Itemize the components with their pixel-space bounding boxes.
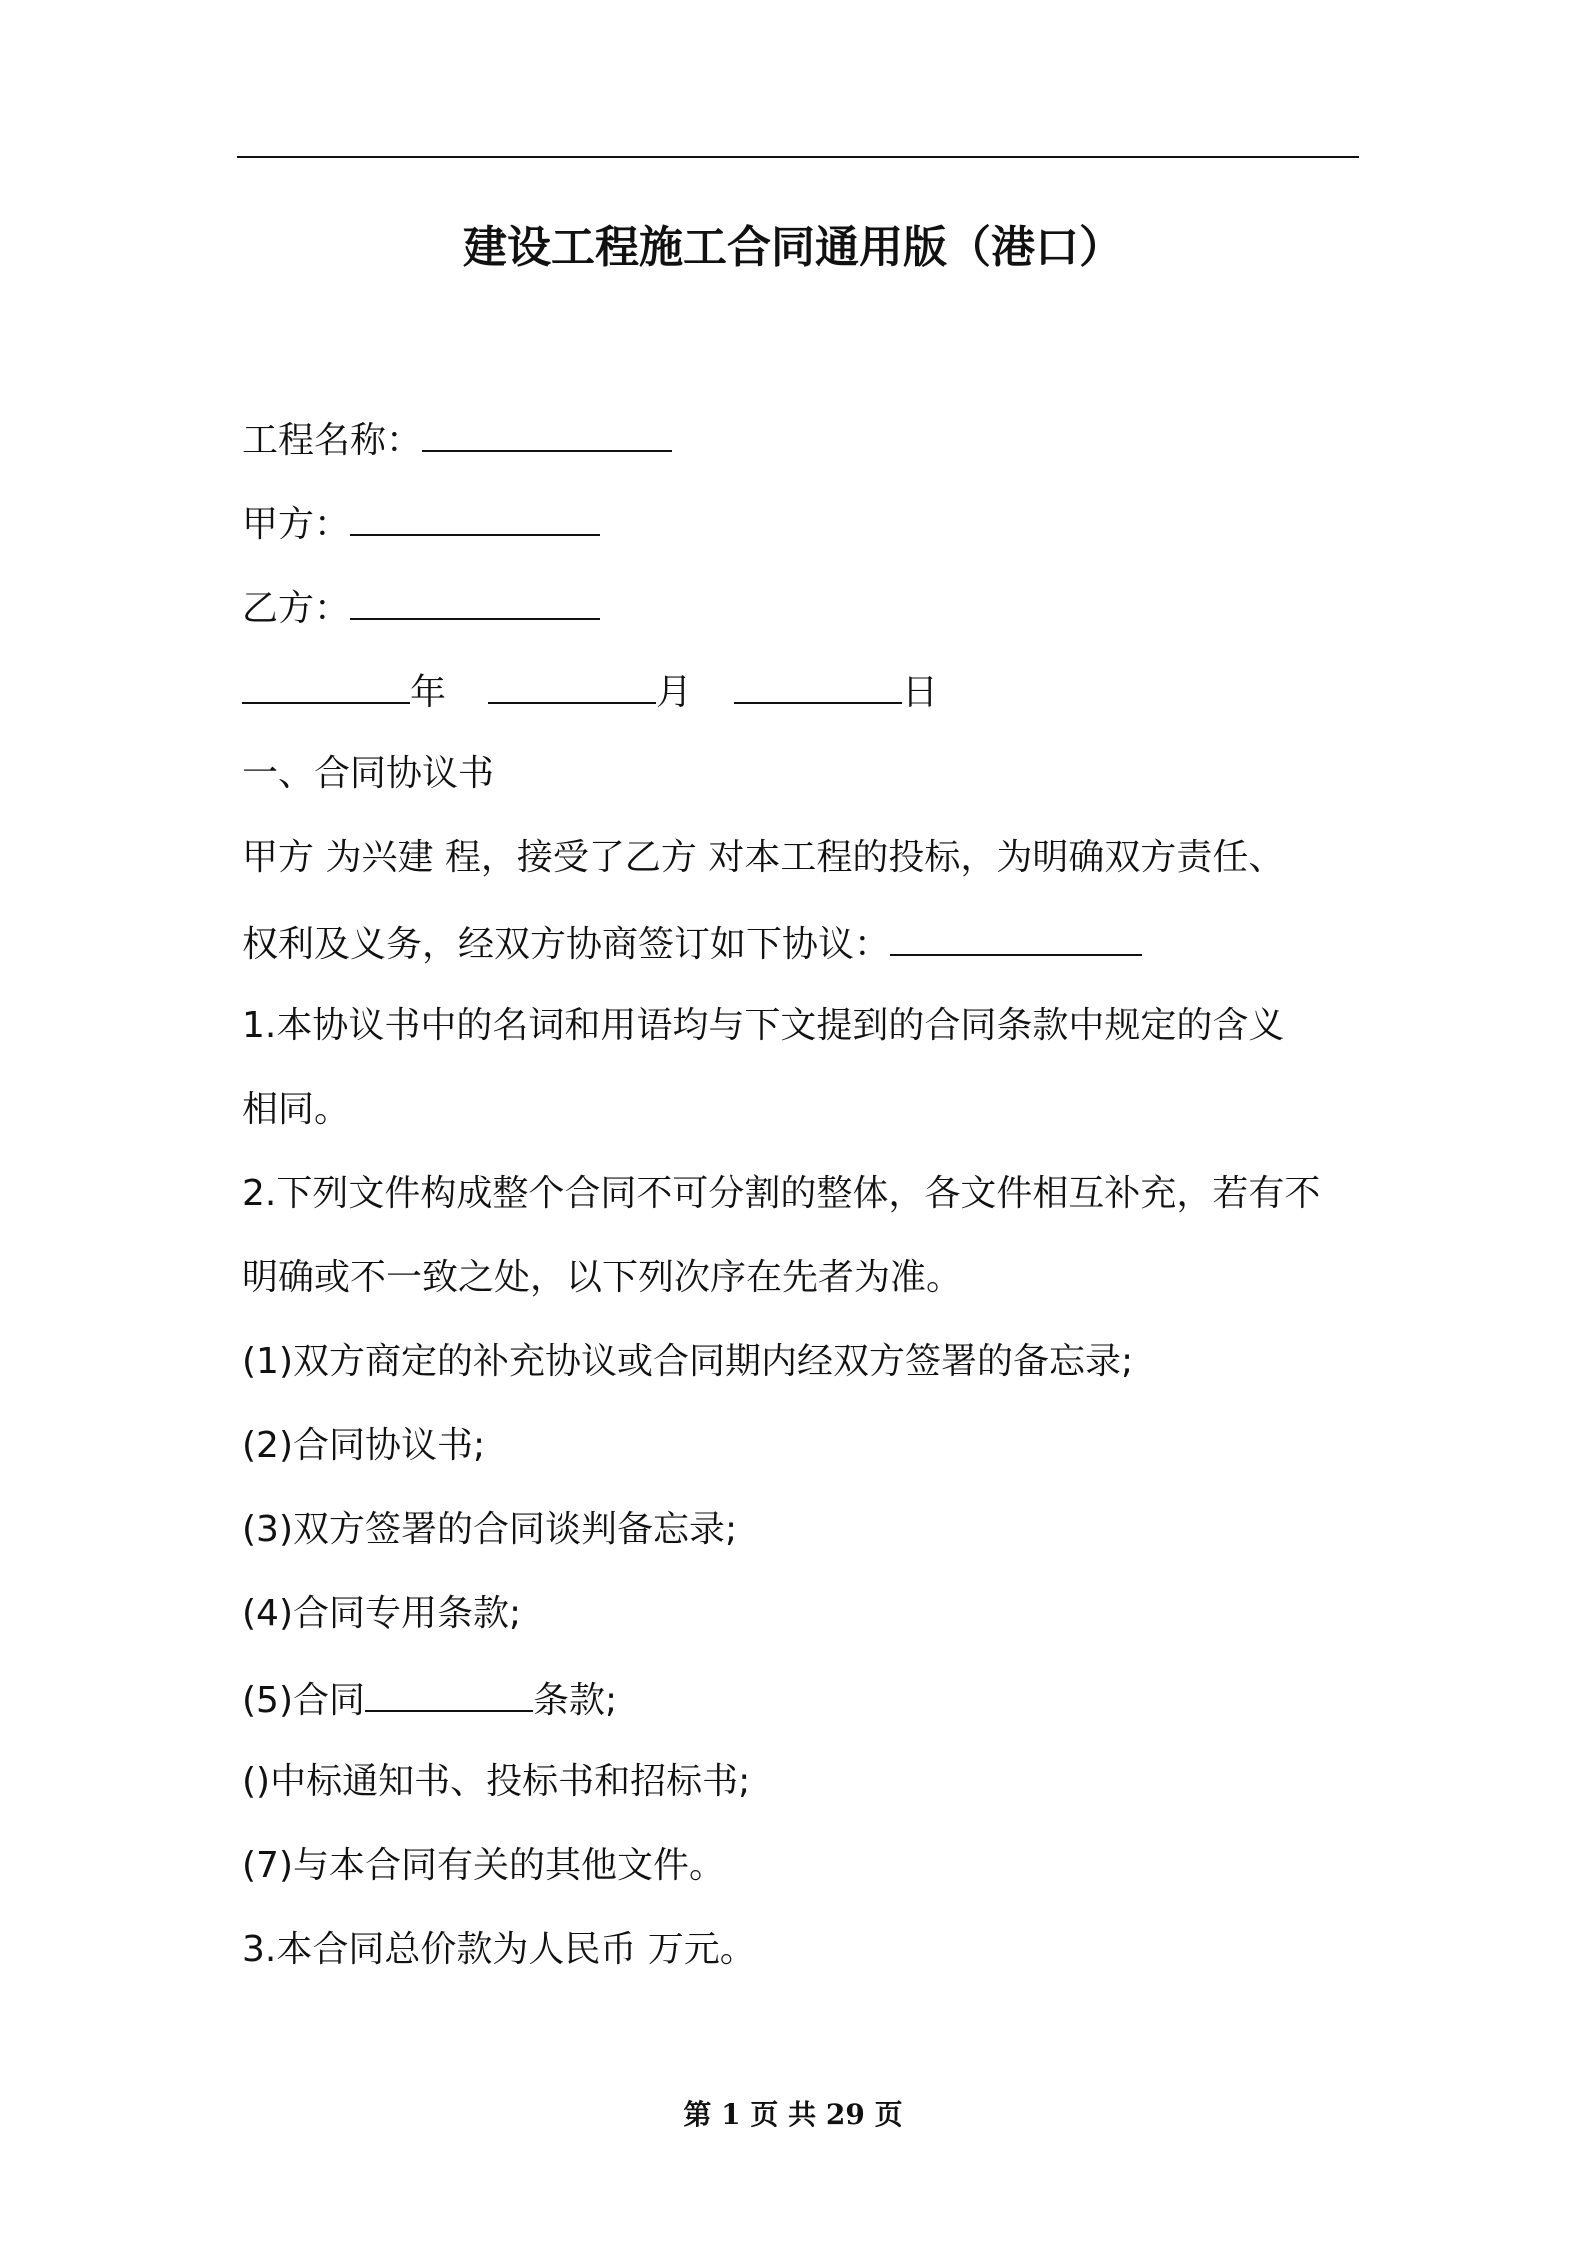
- page-indicator: 第 1 页 共 29 页: [683, 2098, 903, 2131]
- day-label: 日: [902, 672, 939, 713]
- item-1-line-1: 1.本协议书中的名词和用语均与下文提到的合同条款中规定的含义: [242, 1005, 1285, 1046]
- project-name-label: 工程名称：: [242, 420, 423, 461]
- party-a-label: 甲方：: [242, 504, 351, 545]
- party-a-blank[interactable]: [350, 498, 600, 536]
- day-blank[interactable]: [734, 666, 902, 704]
- year-label: 年: [410, 672, 447, 713]
- doc-item-5-suffix: 条款;: [533, 1680, 618, 1721]
- item-2-line-2: 明确或不一致之处，以下列次序在先者为准。: [242, 1257, 963, 1298]
- item-1-line-2: 相同。: [242, 1089, 351, 1130]
- party-b-blank[interactable]: [350, 582, 600, 620]
- doc-item-5: [242, 1674, 617, 1725]
- month-blank[interactable]: [488, 666, 656, 704]
- doc-item-3: (3)双方签署的合同谈判备忘录;: [242, 1509, 738, 1550]
- document-title: 建设工程施工合同通用版（港口）: [463, 222, 1123, 273]
- intro-line-2: 权利及义务，经双方协商签订如下协议：: [242, 924, 891, 965]
- intro-line-2-row: [242, 918, 1142, 969]
- header-rule: [237, 156, 1359, 158]
- item-2-line-1: 2.下列文件构成整个合同不可分割的整体，各文件相互补充，若有不: [242, 1173, 1321, 1214]
- project-name-blank[interactable]: [422, 414, 672, 452]
- project-name-row: [242, 414, 672, 465]
- doc-item-2: (2)合同协议书;: [242, 1425, 486, 1466]
- agreement-blank[interactable]: [890, 918, 1142, 956]
- item-3: 3.本合同总价款为人民币 万元。: [242, 1929, 756, 1970]
- doc-item-4: (4)合同专用条款;: [242, 1593, 522, 1634]
- date-row: [242, 666, 938, 717]
- intro-line-1: 甲方 为兴建 程，接受了乙方 对本工程的投标，为明确双方责任、: [242, 837, 1285, 878]
- year-blank[interactable]: [242, 666, 410, 704]
- month-label: 月: [656, 672, 693, 713]
- doc-item-6: ()中标通知书、投标书和招标书;: [242, 1761, 751, 1802]
- doc-item-5-blank[interactable]: [365, 1674, 533, 1712]
- section-1-heading: 一、合同协议书: [242, 753, 495, 794]
- party-a-row: [242, 498, 600, 549]
- doc-item-1: (1)双方商定的补充协议或合同期内经双方签署的备忘录;: [242, 1341, 1134, 1382]
- party-b-label: 乙方：: [242, 588, 351, 629]
- party-b-row: [242, 582, 600, 633]
- doc-item-5-prefix: (5)合同: [242, 1680, 365, 1721]
- doc-item-7: (7)与本合同有关的其他文件。: [242, 1845, 725, 1886]
